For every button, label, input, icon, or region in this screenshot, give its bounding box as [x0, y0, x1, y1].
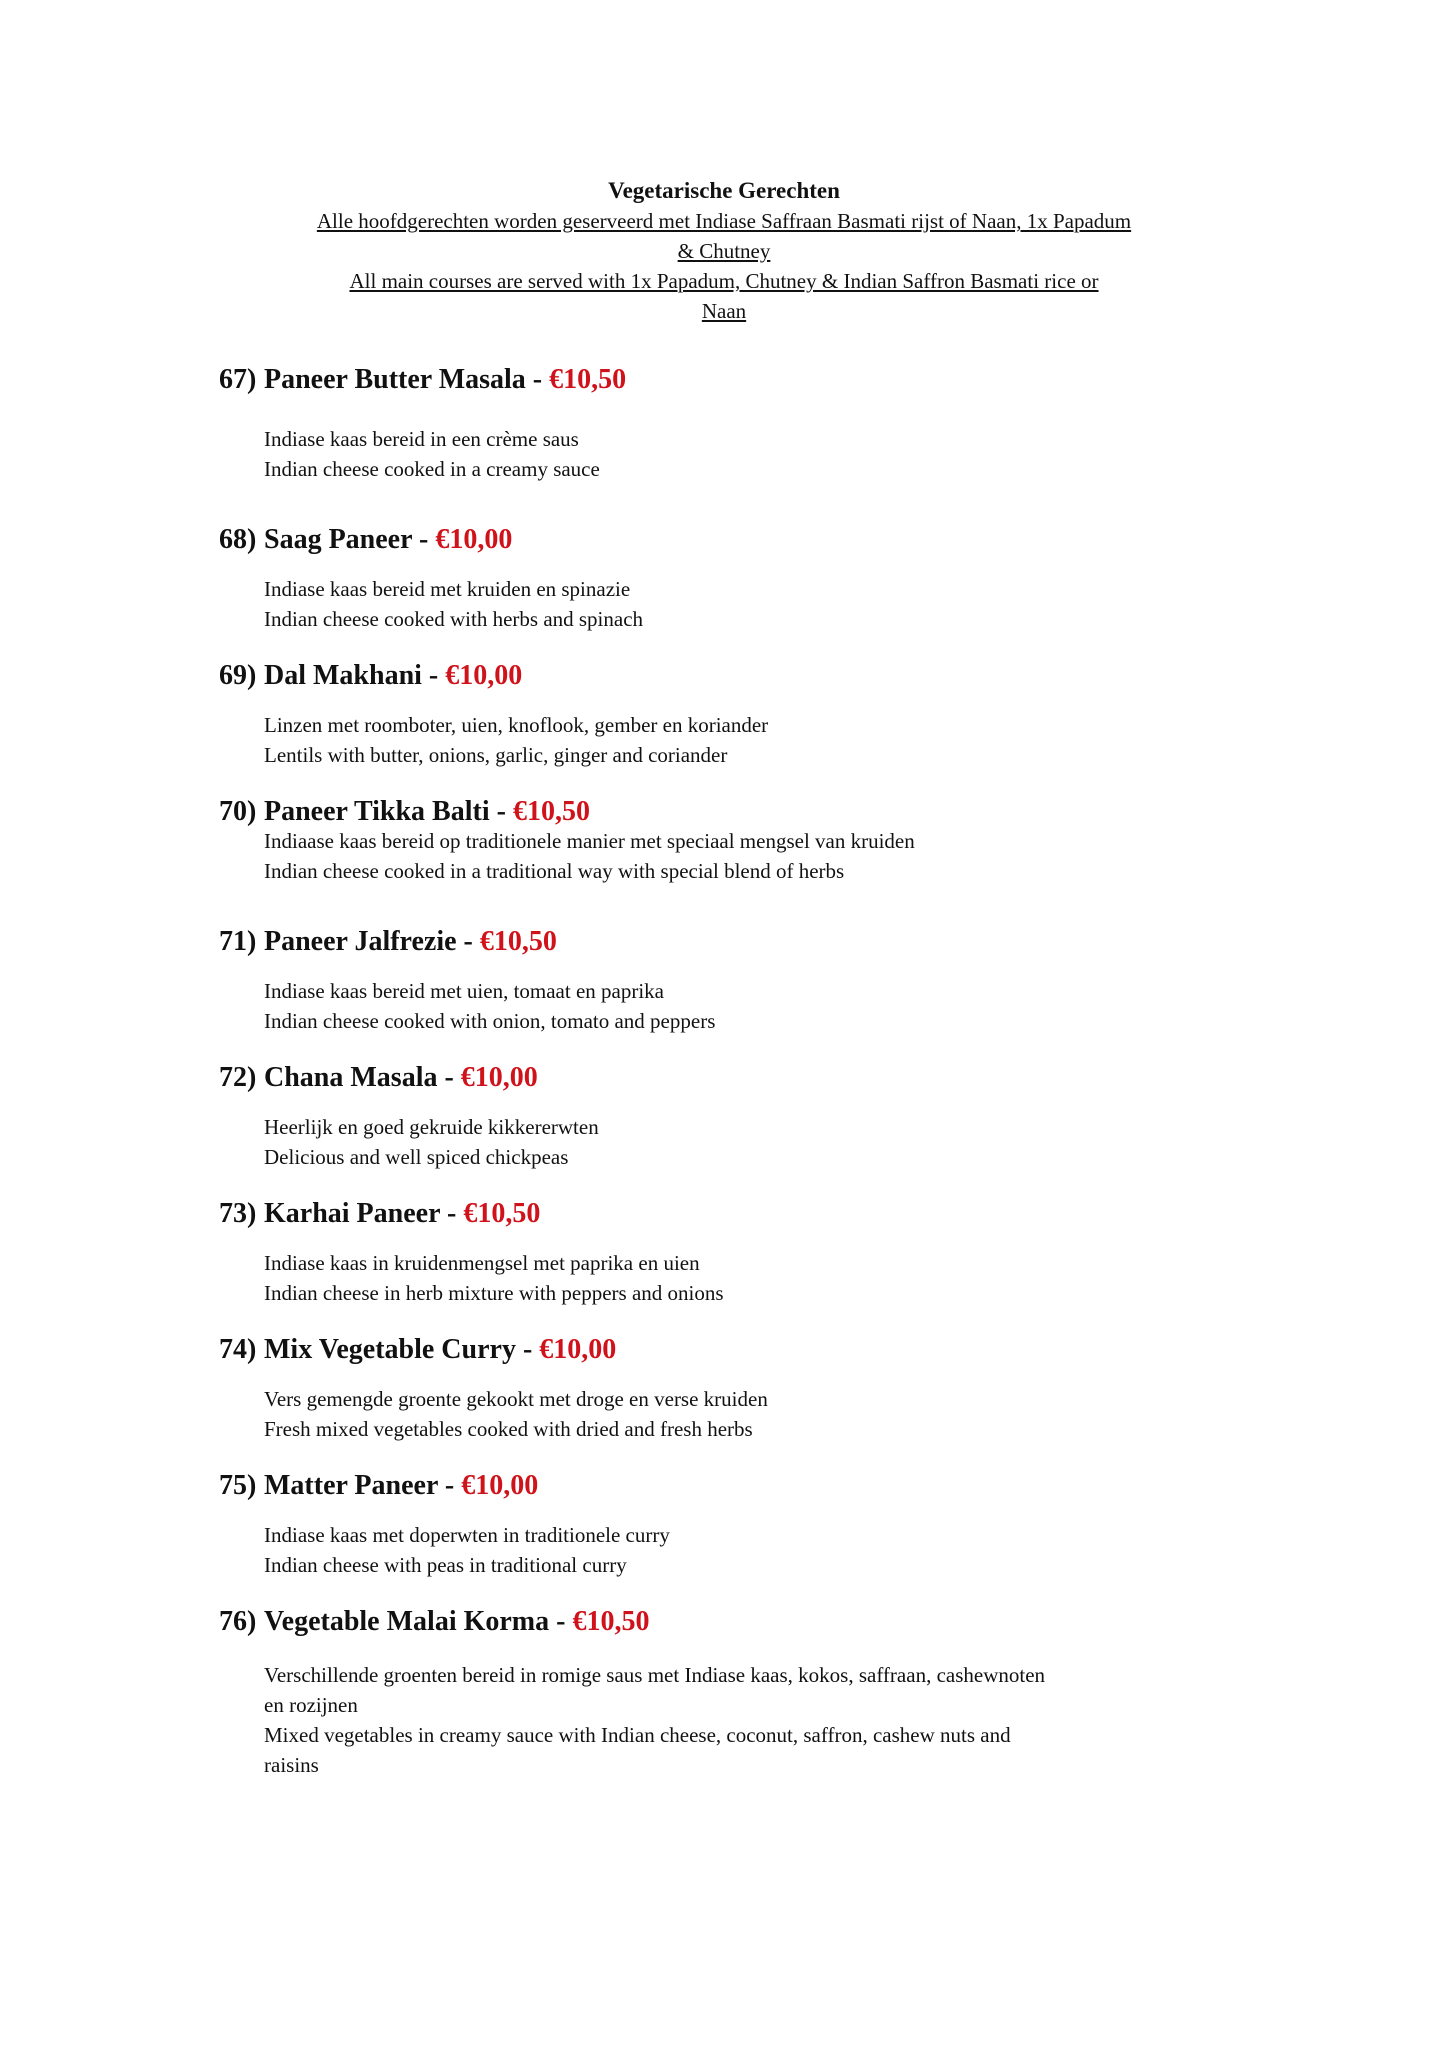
menu-item-75	[219, 1468, 1199, 1580]
item-description	[264, 1384, 1199, 1444]
item-description	[264, 826, 1199, 886]
item-name: Karhai Paneer -	[264, 1198, 457, 1229]
item-number: 76)	[219, 1606, 257, 1637]
item-description	[264, 1520, 1199, 1580]
description-line: Indiase kaas in kruidenmengsel met paprika en uien	[264, 1251, 700, 1275]
item-number: 71)	[219, 926, 257, 957]
item-name: Mix Vegetable Curry -	[264, 1334, 533, 1365]
item-number: 69)	[219, 660, 257, 691]
item-price: €10,50	[463, 1198, 541, 1229]
item-price: €10,00	[460, 1062, 538, 1093]
description-line: Vers gemengde groente gekookt met droge en verse kruiden	[264, 1387, 768, 1411]
description-line: Fresh mixed vegetables cooked with dried and fresh herbs	[264, 1417, 753, 1441]
item-name: Dal Makhani -	[264, 660, 439, 691]
item-description	[264, 1112, 1199, 1172]
item-description	[264, 1660, 1199, 1780]
item-price: €10,50	[549, 364, 627, 395]
menu-header	[0, 176, 1448, 326]
description-line: Heerlijk en goed gekruide kikkererwten	[264, 1115, 599, 1139]
item-number: 73)	[219, 1198, 257, 1229]
description-line: Indian cheese cooked in a creamy sauce	[264, 457, 600, 481]
item-heading	[219, 362, 1199, 398]
item-price: €10,00	[539, 1334, 617, 1365]
item-heading	[219, 522, 1199, 558]
description-line: Verschillende groenten bereid in romige saus met Indiase kaas, kokos, saffraan, cashewnoten	[264, 1663, 1046, 1687]
menu-item-73	[219, 1196, 1199, 1308]
item-number: 74)	[219, 1334, 257, 1365]
menu-item-67	[219, 362, 1199, 484]
item-heading	[219, 794, 1199, 830]
item-name: Paneer Butter Masala -	[264, 364, 543, 395]
subtitle-line-1: Alle hoofdgerechten worden geserveerd met Indiase Saffraan Basmati rijst of Naan, 1x Papadum	[316, 209, 1132, 233]
item-number: 67)	[219, 364, 257, 395]
item-number: 70)	[219, 796, 257, 827]
description-line: Linzen met roomboter, uien, knoflook, gember en koriander	[264, 713, 769, 737]
item-number: 75)	[219, 1470, 257, 1501]
description-line: Indian cheese cooked in a traditional way with special blend of herbs	[264, 859, 845, 883]
subtitle-line-2: & Chutney	[677, 239, 771, 263]
menu-item-69	[219, 658, 1199, 770]
menu-item-76	[219, 1604, 1199, 1780]
item-description	[264, 574, 1199, 634]
subtitle-line-4: Naan	[701, 299, 747, 323]
item-price: €10,00	[435, 524, 513, 555]
description-line: Indian cheese cooked with onion, tomato and peppers	[264, 1009, 716, 1033]
item-heading	[219, 1604, 1199, 1640]
menu-item-72	[219, 1060, 1199, 1172]
item-price: €10,50	[479, 926, 557, 957]
description-line: Indiase kaas bereid met uien, tomaat en paprika	[264, 979, 665, 1003]
description-line: Indiaase kaas bereid op traditionele manier met speciaal mengsel van kruiden	[264, 829, 915, 853]
menu-item-74	[219, 1332, 1199, 1444]
item-heading	[219, 658, 1199, 694]
item-heading	[219, 1332, 1199, 1368]
description-line: Indian cheese cooked with herbs and spinach	[264, 607, 644, 631]
item-description	[264, 976, 1199, 1036]
description-line: Indiase kaas bereid in een crème saus	[264, 427, 579, 451]
item-name: Paneer Jalfrezie -	[264, 926, 473, 957]
item-name: Saag Paneer -	[264, 524, 429, 555]
section-title: Vegetarische Gerechten	[608, 178, 840, 203]
item-description	[264, 710, 1199, 770]
description-line: raisins	[264, 1753, 319, 1777]
description-line: en rozijnen	[264, 1693, 358, 1717]
item-description	[264, 1248, 1199, 1308]
item-price: €10,00	[445, 660, 523, 691]
menu-item-70	[219, 794, 1199, 886]
item-heading	[219, 1468, 1199, 1504]
item-heading	[219, 924, 1199, 960]
description-line: Indiase kaas bereid met kruiden en spinazie	[264, 577, 631, 601]
item-number: 72)	[219, 1062, 257, 1093]
description-line: Indian cheese with peas in traditional curry	[264, 1553, 627, 1577]
item-price: €10,00	[461, 1470, 539, 1501]
item-name: Vegetable Malai Korma -	[264, 1606, 566, 1637]
description-line: Delicious and well spiced chickpeas	[264, 1145, 569, 1169]
description-line: Indian cheese in herb mixture with peppers and onions	[264, 1281, 724, 1305]
item-name: Paneer Tikka Balti -	[264, 796, 506, 827]
item-heading	[219, 1060, 1199, 1096]
description-line: Mixed vegetables in creamy sauce with Indian cheese, coconut, saffron, cashew nuts and	[264, 1723, 1011, 1747]
menu-item-68	[219, 522, 1199, 634]
item-price: €10,50	[572, 1606, 650, 1637]
item-heading	[219, 1196, 1199, 1232]
item-number: 68)	[219, 524, 257, 555]
subtitle-line-3: All main courses are served with 1x Papadum, Chutney & Indian Saffron Basmati rice or	[349, 269, 1099, 293]
item-name: Matter Paneer -	[264, 1470, 455, 1501]
item-name: Chana Masala -	[264, 1062, 454, 1093]
description-line: Lentils with butter, onions, garlic, ginger and coriander	[264, 743, 728, 767]
description-line: Indiase kaas met doperwten in traditionele curry	[264, 1523, 670, 1547]
item-description	[264, 424, 1199, 484]
item-price: €10,50	[512, 796, 590, 827]
menu-item-71	[219, 924, 1199, 1036]
